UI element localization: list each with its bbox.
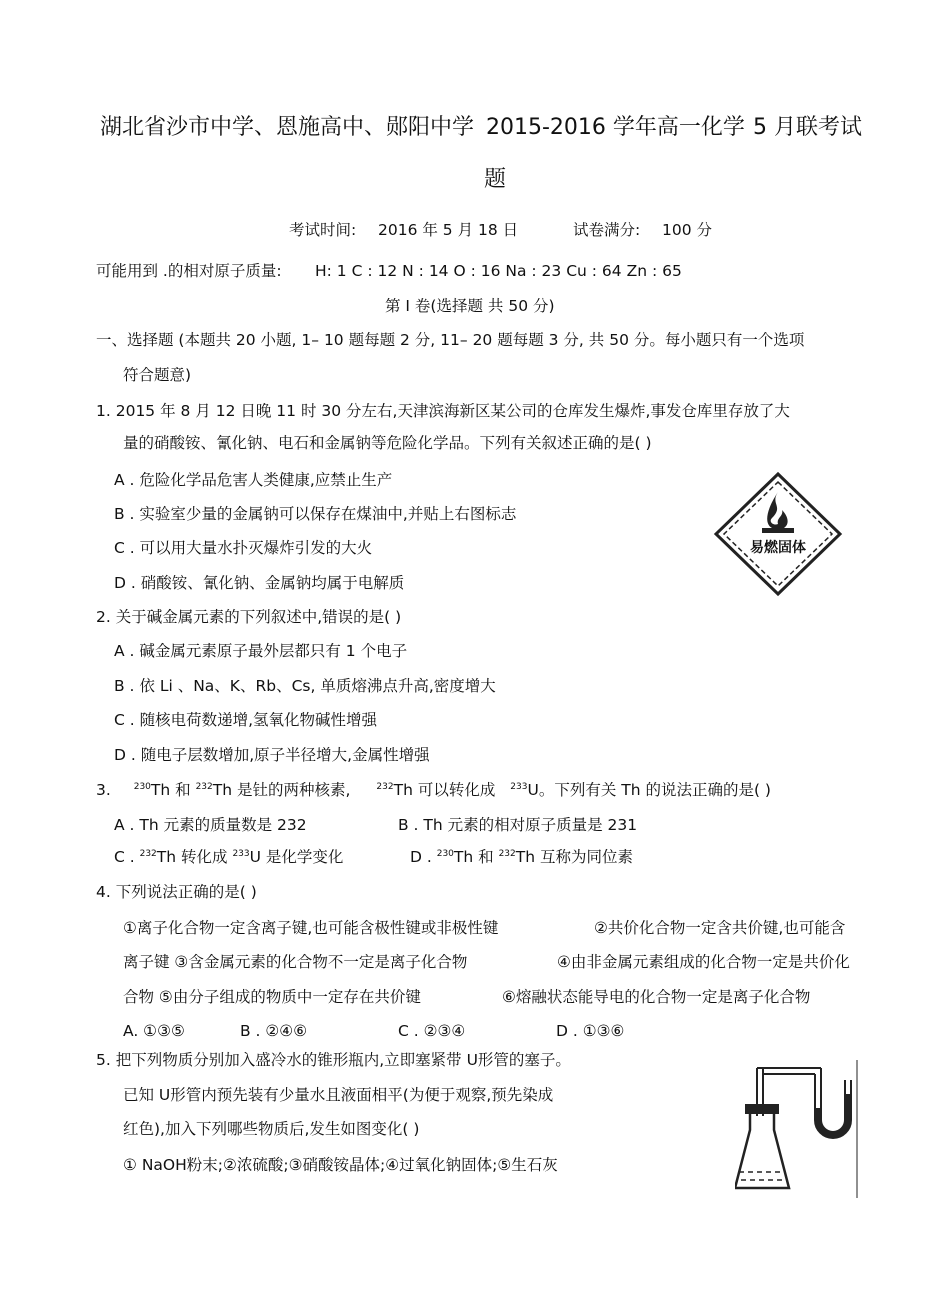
full-score-label: 试卷满分: xyxy=(573,221,641,239)
q3-d-th-2: Th xyxy=(515,848,536,866)
q3-d-mass-232: 232 xyxy=(498,848,516,859)
q3-c-u: U xyxy=(249,848,261,866)
sign-label: 易燃固体 xyxy=(750,540,806,556)
q3-option-b: B . Th 元素的相对原子质量是 231 xyxy=(398,816,638,834)
q3-text-3: 。下列有关 Th 的说法正确的是( ) xyxy=(538,781,771,799)
q3-and: 和 xyxy=(170,781,196,799)
q3-option-a: A . Th 元素的质量数是 232 xyxy=(114,816,307,834)
q3-c-th: Th xyxy=(156,848,177,866)
q2-stem: 2. 关于碱金属元素的下列叙述中,错误的是( ) xyxy=(96,608,402,626)
q3-mass-232b: 232 xyxy=(376,781,394,792)
q3-text-2: 可以转化成 xyxy=(412,781,501,799)
q1-stem-line2: 量的硝酸铵、氰化钠、电石和金属钠等危险化学品。下列有关叙述正确的是( ) xyxy=(123,434,652,452)
q1-option-d: D . 硝酸铵、氰化钠、金属钠均属于电解质 xyxy=(114,574,405,592)
full-score-value: 100 分 xyxy=(662,221,713,239)
q4-option-c: C . ②③④ xyxy=(398,1022,466,1040)
q3-d-end: 互称为同位素 xyxy=(535,848,633,866)
q2-option-a: A . 碱金属元素原子最外层都只有 1 个电子 xyxy=(114,642,408,660)
q3-u: U xyxy=(527,781,539,799)
flammable-icon xyxy=(712,470,844,598)
q3-th: Th xyxy=(150,781,171,799)
q3-text-1: 是钍的两种核素, xyxy=(232,781,351,799)
exam-time-value: 2016 年 5 月 18 日 xyxy=(378,221,519,239)
q3-mass-230: 230 xyxy=(133,781,151,792)
section-intro-line2: 符合题意) xyxy=(123,366,192,384)
q3-stem xyxy=(96,780,771,800)
q4-statement-3: 离子键 ③含金属元素的化合物不一定是离子化合物 xyxy=(123,953,468,971)
q4-option-d: D . ①③⑥ xyxy=(556,1022,625,1040)
q4-statement-6: ⑥熔融状态能导电的化合物一定是离子化合物 xyxy=(502,988,811,1006)
q4-option-b: B . ②④⑥ xyxy=(240,1022,308,1040)
q1-option-c: C . 可以用大量水扑灭爆炸引发的大火 xyxy=(114,539,373,557)
q4-statement-4: ④由非金属元素组成的化合物一定是共价化 xyxy=(557,953,850,971)
q5-stem-line2: 已知 U形管内预先装有少量水且液面相平(为便于观察,预先染成 xyxy=(123,1086,554,1104)
q3-c-mass-233: 233 xyxy=(232,848,250,859)
title-line2: 题 xyxy=(484,167,507,192)
q4-option-a: A. ①③⑤ xyxy=(123,1022,185,1040)
q1-stem-line1: 1. 2015 年 8 月 12 日晚 11 时 30 分左右,天津滨海新区某公司的仓库发生爆炸,事发仓库里存放了大 xyxy=(96,402,790,420)
flammable-solid-sign xyxy=(712,470,844,598)
exam-time-label: 考试时间: xyxy=(289,221,357,239)
q3-th-2: Th xyxy=(212,781,233,799)
q3-d-th: Th xyxy=(453,848,474,866)
q1-option-a: A . 危险化学品危害人类健康,应禁止生产 xyxy=(114,471,393,489)
q4-stem: 4. 下列说法正确的是( ) xyxy=(96,883,257,901)
q2-option-d: D . 随电子层数增加,原子半径增大,金属性增强 xyxy=(114,746,430,764)
q5-stem-line3: 红色),加入下列哪些物质后,发生如图变化( ) xyxy=(123,1120,420,1138)
q4-statement-5: 合物 ⑤由分子组成的物质中一定存在共价键 xyxy=(123,988,421,1006)
flask-u-tube-diagram xyxy=(735,1060,865,1200)
q3-number: 3. xyxy=(96,781,111,799)
q3-d-mass-230: 230 xyxy=(436,848,454,859)
q3-option-d xyxy=(410,847,633,867)
q3-c-mass-232: 232 xyxy=(139,848,157,859)
q3-d-lead: D . xyxy=(410,848,437,866)
q1-option-b: B . 实验室少量的金属钠可以保存在煤油中,并贴上右图标志 xyxy=(114,505,517,523)
volume-heading: 第 I 卷(选择题 共 50 分) xyxy=(385,297,555,315)
title-part-schools: 湖北省沙市中学、恩施高中、郧阳中学 xyxy=(100,115,475,140)
title-part-year: 2015-2016 学年高一化学 xyxy=(486,115,745,140)
q3-c-end: 是化学变化 xyxy=(261,848,344,866)
q2-option-b: B . 依 Li 、Na、K、Rb、Cs, 单质熔沸点升高,密度增大 xyxy=(114,677,496,695)
q4-statement-2: ②共价化合物一定含共价键,也可能含 xyxy=(594,919,846,937)
q3-c-lead: C . xyxy=(114,848,140,866)
atomic-mass-values: H: 1 C : 12 N : 14 O : 16 Na : 23 Cu : 64 Zn : 65 xyxy=(315,262,682,280)
q5-stem-line1: 5. 把下列物质分别加入盛冷水的锥形瓶内,立即塞紧带 U形管的塞子。 xyxy=(96,1051,571,1069)
q2-option-c: C . 随核电荷数递增,氢氧化物碱性增强 xyxy=(114,711,378,729)
q3-d-and: 和 xyxy=(473,848,499,866)
q3-mass-233: 233 xyxy=(510,781,528,792)
q4-statement-1: ①离子化合物一定含离子键,也可能含极性键或非极性键 xyxy=(123,919,499,937)
section-intro-line1: 一、选择题 (本题共 20 小题, 1– 10 题每题 2 分, 11– 20 题每题 3 分, 共 50 分。每小题只有一个选项 xyxy=(96,331,805,349)
q3-c-mid: 转化成 xyxy=(176,848,233,866)
erlenmeyer-flask-icon xyxy=(735,1060,865,1200)
q3-th-3: Th xyxy=(393,781,413,799)
q3-option-c xyxy=(114,847,343,867)
q3-mass-232: 232 xyxy=(195,781,213,792)
q5-substances: ① NaOH粉末;②浓硫酸;③硝酸铵晶体;④过氧化钠固体;⑤生石灰 xyxy=(123,1156,558,1174)
atomic-mass-label: 可能用到 .的相对原子质量: xyxy=(96,262,282,280)
title-part-exam: 5 月联考试 xyxy=(753,115,862,140)
